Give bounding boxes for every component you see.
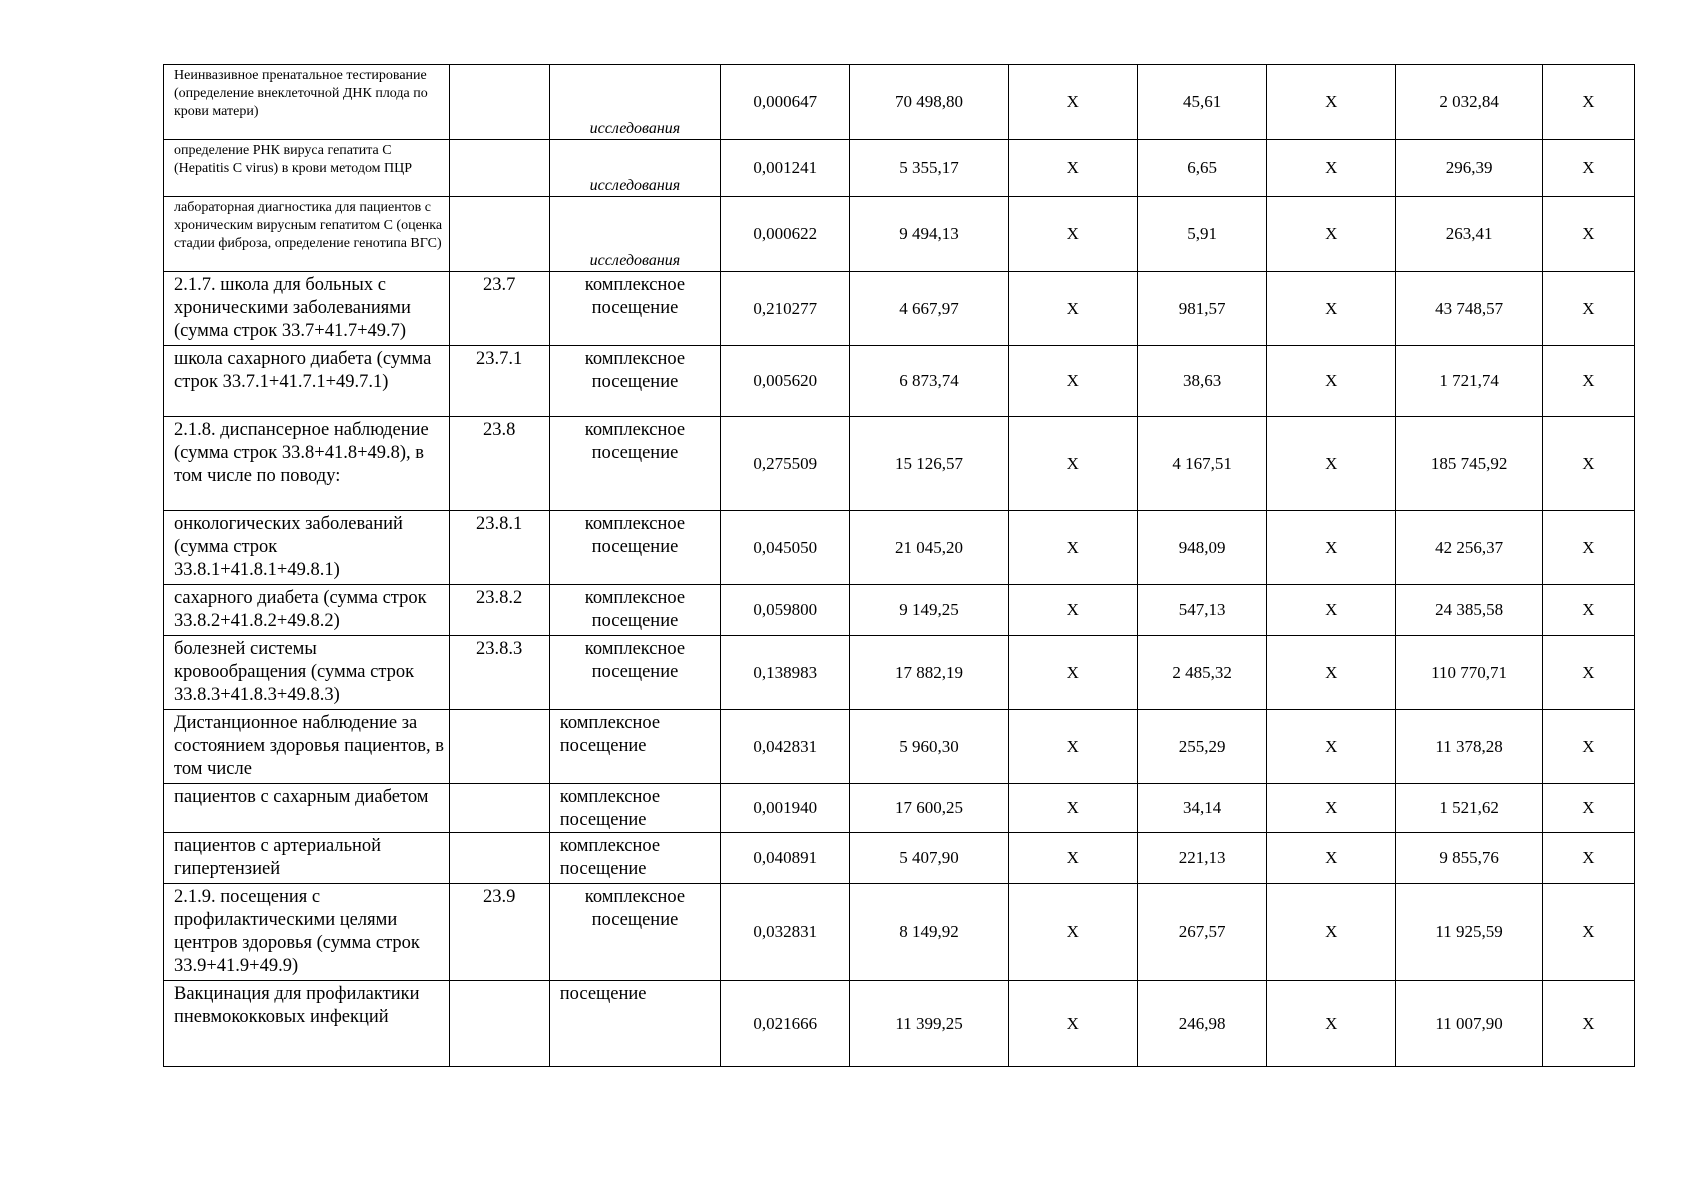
row-unit-cell: комплексное посещение <box>549 833 720 884</box>
table-row <box>164 140 1635 197</box>
row-unit-cell: комплексное посещение <box>549 511 720 585</box>
row-name-cell: сахарного диабета (сумма строк 33.8.2+41.8.2+49.8.2) <box>164 585 450 636</box>
row-code-cell <box>449 784 549 833</box>
row-value-cell: X <box>1267 417 1396 511</box>
row-value-cell: X <box>1008 981 1137 1067</box>
row-value-cell: 0,001940 <box>721 784 850 833</box>
row-name-cell: Вакцинация для профилактики пневмококковых инфекций <box>164 981 450 1067</box>
row-value-cell: X <box>1008 197 1137 272</box>
tariff-table <box>163 64 1635 1067</box>
row-unit-cell: исследования <box>549 65 720 140</box>
row-value-cell: X <box>1267 710 1396 784</box>
row-value-cell: 0,040891 <box>721 833 850 884</box>
row-value-cell: 1 721,74 <box>1396 346 1542 417</box>
row-code-cell <box>449 140 549 197</box>
row-value-cell: X <box>1008 511 1137 585</box>
row-value-cell: X <box>1542 272 1634 346</box>
row-name-cell: школа сахарного диабета (сумма строк 33.7.1+41.7.1+49.7.1) <box>164 346 450 417</box>
row-value-cell: X <box>1008 784 1137 833</box>
table-row <box>164 784 1635 833</box>
row-value-cell: 5 407,90 <box>850 833 1008 884</box>
row-value-cell: X <box>1267 884 1396 981</box>
row-value-cell: 11 007,90 <box>1396 981 1542 1067</box>
row-value-cell: X <box>1008 140 1137 197</box>
row-value-cell: 255,29 <box>1137 710 1266 784</box>
row-code-cell <box>449 833 549 884</box>
row-code-cell: 23.8.3 <box>449 636 549 710</box>
row-unit-cell: комплексное посещение <box>549 417 720 511</box>
row-code-cell <box>449 65 549 140</box>
row-value-cell: 11 399,25 <box>850 981 1008 1067</box>
row-name-cell: Дистанционное наблюдение за состоянием здоровья пациентов, в том числе <box>164 710 450 784</box>
row-value-cell: X <box>1008 636 1137 710</box>
row-unit-cell: комплексное посещение <box>549 636 720 710</box>
row-value-cell: 185 745,92 <box>1396 417 1542 511</box>
row-value-cell: X <box>1542 636 1634 710</box>
row-value-cell: 981,57 <box>1137 272 1266 346</box>
row-value-cell: X <box>1542 197 1634 272</box>
row-unit-cell: комплексное посещение <box>549 710 720 784</box>
row-value-cell: 70 498,80 <box>850 65 1008 140</box>
row-value-cell: X <box>1542 833 1634 884</box>
row-value-cell: 21 045,20 <box>850 511 1008 585</box>
row-value-cell: X <box>1267 636 1396 710</box>
row-value-cell: X <box>1267 140 1396 197</box>
row-value-cell: X <box>1267 197 1396 272</box>
row-value-cell: 0,275509 <box>721 417 850 511</box>
row-value-cell: X <box>1008 884 1137 981</box>
row-name-cell: определение РНК вируса гепатита С (Hepatitis C virus) в крови методом ПЦР <box>164 140 450 197</box>
row-value-cell: X <box>1542 511 1634 585</box>
row-value-cell: X <box>1008 65 1137 140</box>
row-unit-cell: посещение <box>549 981 720 1067</box>
row-value-cell: X <box>1267 272 1396 346</box>
row-value-cell: 11 378,28 <box>1396 710 1542 784</box>
row-name-cell: пациентов с артериальной гипертензией <box>164 833 450 884</box>
row-name-cell: 2.1.8. диспансерное наблюдение (сумма строк 33.8+41.8+49.8), в том числе по поводу: <box>164 417 450 511</box>
row-value-cell: X <box>1542 417 1634 511</box>
row-value-cell: 0,210277 <box>721 272 850 346</box>
row-value-cell: X <box>1267 784 1396 833</box>
row-unit-cell: комплексное посещение <box>549 585 720 636</box>
row-value-cell: 0,045050 <box>721 511 850 585</box>
table-row <box>164 981 1635 1067</box>
row-value-cell: 9 855,76 <box>1396 833 1542 884</box>
table-row <box>164 346 1635 417</box>
row-unit-cell: комплексное посещение <box>549 346 720 417</box>
row-unit-cell: комплексное посещение <box>549 884 720 981</box>
row-value-cell: 43 748,57 <box>1396 272 1542 346</box>
row-value-cell: 17 882,19 <box>850 636 1008 710</box>
row-value-cell: 15 126,57 <box>850 417 1008 511</box>
row-value-cell: 0,059800 <box>721 585 850 636</box>
row-value-cell: X <box>1542 884 1634 981</box>
row-value-cell: 1 521,62 <box>1396 784 1542 833</box>
row-value-cell: 0,042831 <box>721 710 850 784</box>
row-unit-cell: комплексное посещение <box>549 784 720 833</box>
table-row <box>164 833 1635 884</box>
row-value-cell: 547,13 <box>1137 585 1266 636</box>
row-value-cell: X <box>1542 710 1634 784</box>
row-value-cell: X <box>1542 346 1634 417</box>
row-unit-cell: комплексное посещение <box>549 272 720 346</box>
row-value-cell: X <box>1542 981 1634 1067</box>
row-code-cell: 23.9 <box>449 884 549 981</box>
row-code-cell: 23.7 <box>449 272 549 346</box>
row-value-cell: X <box>1267 65 1396 140</box>
row-value-cell: 110 770,71 <box>1396 636 1542 710</box>
row-code-cell <box>449 197 549 272</box>
row-value-cell: X <box>1267 585 1396 636</box>
table-row <box>164 585 1635 636</box>
table-row <box>164 417 1635 511</box>
row-code-cell: 23.8.2 <box>449 585 549 636</box>
table-row <box>164 884 1635 981</box>
table-row <box>164 272 1635 346</box>
row-value-cell: 6,65 <box>1137 140 1266 197</box>
row-value-cell: 0,005620 <box>721 346 850 417</box>
row-value-cell: 0,032831 <box>721 884 850 981</box>
row-value-cell: 24 385,58 <box>1396 585 1542 636</box>
row-value-cell: X <box>1267 346 1396 417</box>
row-value-cell: 5 960,30 <box>850 710 1008 784</box>
row-code-cell <box>449 710 549 784</box>
row-value-cell: 6 873,74 <box>850 346 1008 417</box>
table-row <box>164 511 1635 585</box>
table-row <box>164 65 1635 140</box>
row-value-cell: 42 256,37 <box>1396 511 1542 585</box>
row-value-cell: X <box>1542 140 1634 197</box>
row-value-cell: 9 494,13 <box>850 197 1008 272</box>
row-value-cell: 246,98 <box>1137 981 1266 1067</box>
table-row <box>164 710 1635 784</box>
row-value-cell: X <box>1267 511 1396 585</box>
row-value-cell: 2 485,32 <box>1137 636 1266 710</box>
row-value-cell: 0,138983 <box>721 636 850 710</box>
row-value-cell: 2 032,84 <box>1396 65 1542 140</box>
row-unit-cell: исследования <box>549 197 720 272</box>
row-value-cell: X <box>1008 833 1137 884</box>
row-unit-cell: исследования <box>549 140 720 197</box>
row-name-cell: онкологических заболеваний (сумма строк 33.8.1+41.8.1+49.8.1) <box>164 511 450 585</box>
row-value-cell: 267,57 <box>1137 884 1266 981</box>
row-value-cell: 4 667,97 <box>850 272 1008 346</box>
row-value-cell: 0,021666 <box>721 981 850 1067</box>
row-value-cell: 9 149,25 <box>850 585 1008 636</box>
row-value-cell: X <box>1542 65 1634 140</box>
table-row <box>164 197 1635 272</box>
row-value-cell: 34,14 <box>1137 784 1266 833</box>
row-value-cell: 948,09 <box>1137 511 1266 585</box>
row-value-cell: X <box>1008 710 1137 784</box>
row-value-cell: X <box>1008 417 1137 511</box>
row-name-cell: 2.1.7. школа для больных с хроническими заболеваниями (сумма строк 33.7+41.7+49.7) <box>164 272 450 346</box>
row-value-cell: X <box>1267 981 1396 1067</box>
row-name-cell: лабораторная диагностика для пациентов с хроническим вирусным гепатитом С (оценка стадии фиброза, определение генотипа ВГС) <box>164 197 450 272</box>
row-value-cell: 263,41 <box>1396 197 1542 272</box>
row-value-cell: 11 925,59 <box>1396 884 1542 981</box>
row-value-cell: X <box>1267 833 1396 884</box>
row-value-cell: 0,000647 <box>721 65 850 140</box>
row-value-cell: 221,13 <box>1137 833 1266 884</box>
row-name-cell: пациентов с сахарным диабетом <box>164 784 450 833</box>
row-value-cell: 45,61 <box>1137 65 1266 140</box>
row-name-cell: Неинвазивное пренатальное тестирование (определение внеклеточной ДНК плода по крови матери) <box>164 65 450 140</box>
row-code-cell: 23.7.1 <box>449 346 549 417</box>
row-value-cell: X <box>1542 784 1634 833</box>
row-value-cell: 0,000622 <box>721 197 850 272</box>
row-value-cell: 5 355,17 <box>850 140 1008 197</box>
row-value-cell: 17 600,25 <box>850 784 1008 833</box>
row-code-cell: 23.8.1 <box>449 511 549 585</box>
row-value-cell: X <box>1542 585 1634 636</box>
row-value-cell: X <box>1008 272 1137 346</box>
row-value-cell: 0,001241 <box>721 140 850 197</box>
row-code-cell <box>449 981 549 1067</box>
row-value-cell: 8 149,92 <box>850 884 1008 981</box>
table-row <box>164 636 1635 710</box>
row-value-cell: X <box>1008 585 1137 636</box>
row-value-cell: 296,39 <box>1396 140 1542 197</box>
row-value-cell: 38,63 <box>1137 346 1266 417</box>
row-value-cell: 5,91 <box>1137 197 1266 272</box>
row-name-cell: болезней системы кровообращения (сумма строк 33.8.3+41.8.3+49.8.3) <box>164 636 450 710</box>
row-value-cell: X <box>1008 346 1137 417</box>
row-value-cell: 4 167,51 <box>1137 417 1266 511</box>
row-name-cell: 2.1.9. посещения с профилактическими целями центров здоровья (сумма строк 33.9+41.9+49.9) <box>164 884 450 981</box>
row-code-cell: 23.8 <box>449 417 549 511</box>
